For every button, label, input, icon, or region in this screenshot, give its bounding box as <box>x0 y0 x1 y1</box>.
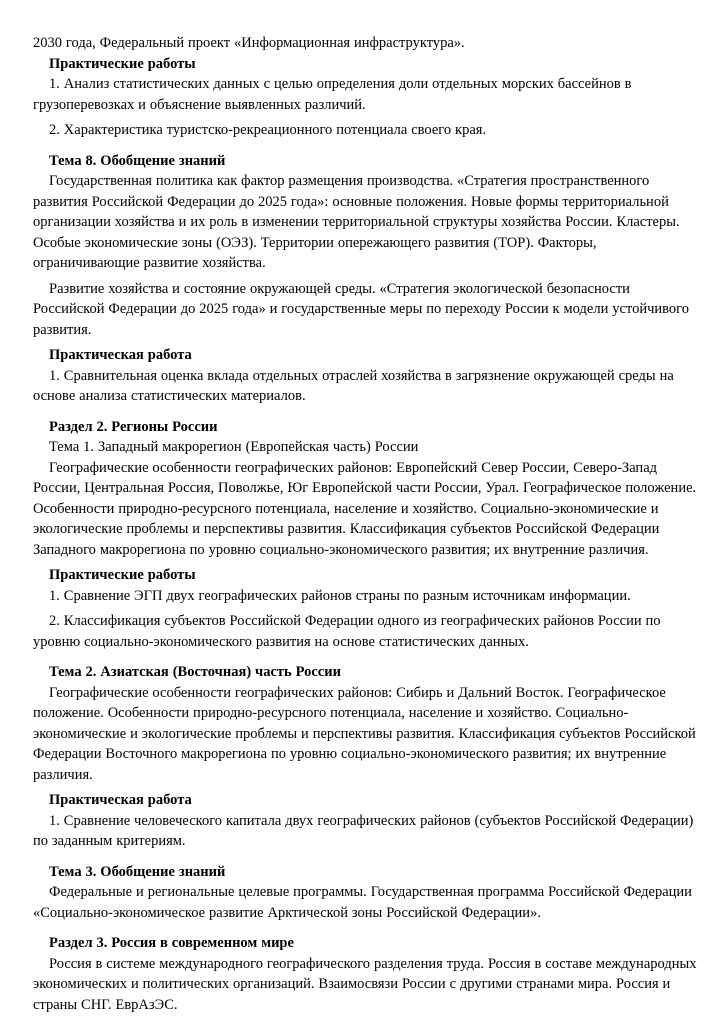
section-heading: Раздел 2. Регионы России <box>49 418 218 435</box>
paragraph: 2030 года, Федеральный проект «Информационная инфраструктура». <box>33 35 465 51</box>
section-heading: Тема 8. Обобщение знаний <box>49 152 226 169</box>
paragraph: 1. Сравнение ЭГП двух географических районов страны по разным источникам информации. <box>49 587 631 604</box>
paragraph: Тема 1. Западный макрорегион (Европейская часть) России <box>49 439 419 455</box>
paragraph: 2. Классификация субъектов Российской Федерации одного из географических районов России по уровню социально-экономического развития на основе статистических данных. <box>33 613 661 650</box>
document-content <box>33 33 697 1015</box>
section-heading: Практические работы <box>49 567 196 583</box>
paragraph: Развитие хозяйства и состояние окружающей среды. «Стратегия экологической безопасности Российской Федерации до 2025 года» и государственные меры по переходу России к модели устойчивого развития. <box>33 280 689 338</box>
paragraph: Государственная политика как фактор размещения производства. «Стратегия пространственного развития Российской Федерации до 2025 года»: основные положения. Новые формы территориальной организации хозяйства и их роль в изменении территориальной структуры хозяйства России. Кластеры. Особые экономические зоны (ОЭЗ). Территории опережающего развития (ТОР). Факторы, ограничивающие развитие хозяйства. <box>33 173 680 271</box>
paragraph: 1. Анализ статистических данных с целью определения доли отдельных морских бассейнов в грузоперевозках и объяснение выявленных различий. <box>33 76 632 113</box>
paragraph: 1. Сравнение человеческого капитала двух географических районов (субъектов Российской Федерации) по заданным критериям. <box>33 812 694 849</box>
section-heading: Тема 2. Азиатская (Восточная) часть России <box>49 664 341 680</box>
section-heading: Раздел 3. Россия в современном мире <box>49 935 294 951</box>
paragraph: Географические особенности географических районов: Сибирь и Дальний Восток. Географическое положение. Особенности природно-ресурсного потенциала, население и хозяйство. Социально-экономические и экологические проблемы и перспективы развития. Классификация субъектов Российской Федерации Восточного макрорегиона по уровню социально-экономического развития; их внутренние различия. <box>33 684 696 783</box>
section-heading: Практические работы <box>49 55 196 72</box>
section-heading: Тема 3. Обобщение знаний <box>49 863 226 880</box>
section-heading: Практическая работа <box>49 792 192 808</box>
section-heading: Практическая работа <box>49 347 192 363</box>
paragraph: 1. Сравнительная оценка вклада отдельных отраслей хозяйства в загрязнение окружающей среды на основе анализа статистических материалов. <box>33 367 674 404</box>
paragraph: Россия в системе международного географического разделения труда. Россия в составе международных экономических и политических организаций. Взаимосвязи России с другими странами мира. Россия и страны СНГ. ЕврАзЭС. <box>33 955 697 1013</box>
paragraph: Федеральные и региональные целевые программы. Государственная программа Российской Федерации «Социально-экономическое развитие Арктической зоны Российской Федерации». <box>33 884 692 921</box>
paragraph: Географические особенности географических районов: Европейский Север России, Северо-Запад России, Центральная Россия, Поволжье, Юг Европейской части России, Урал. Географическое положение. Особенности природно-ресурсного потенциала, население и хозяйство. Социально-экономические и экологические проблемы и перспективы развития. Классификация субъектов Российской Федерации Западного макрорегиона по уровню социально-экономического развития; их внутренние различия. <box>33 459 697 558</box>
paragraph: 2. Характеристика туристско-рекреационного потенциала своего края. <box>49 122 487 138</box>
